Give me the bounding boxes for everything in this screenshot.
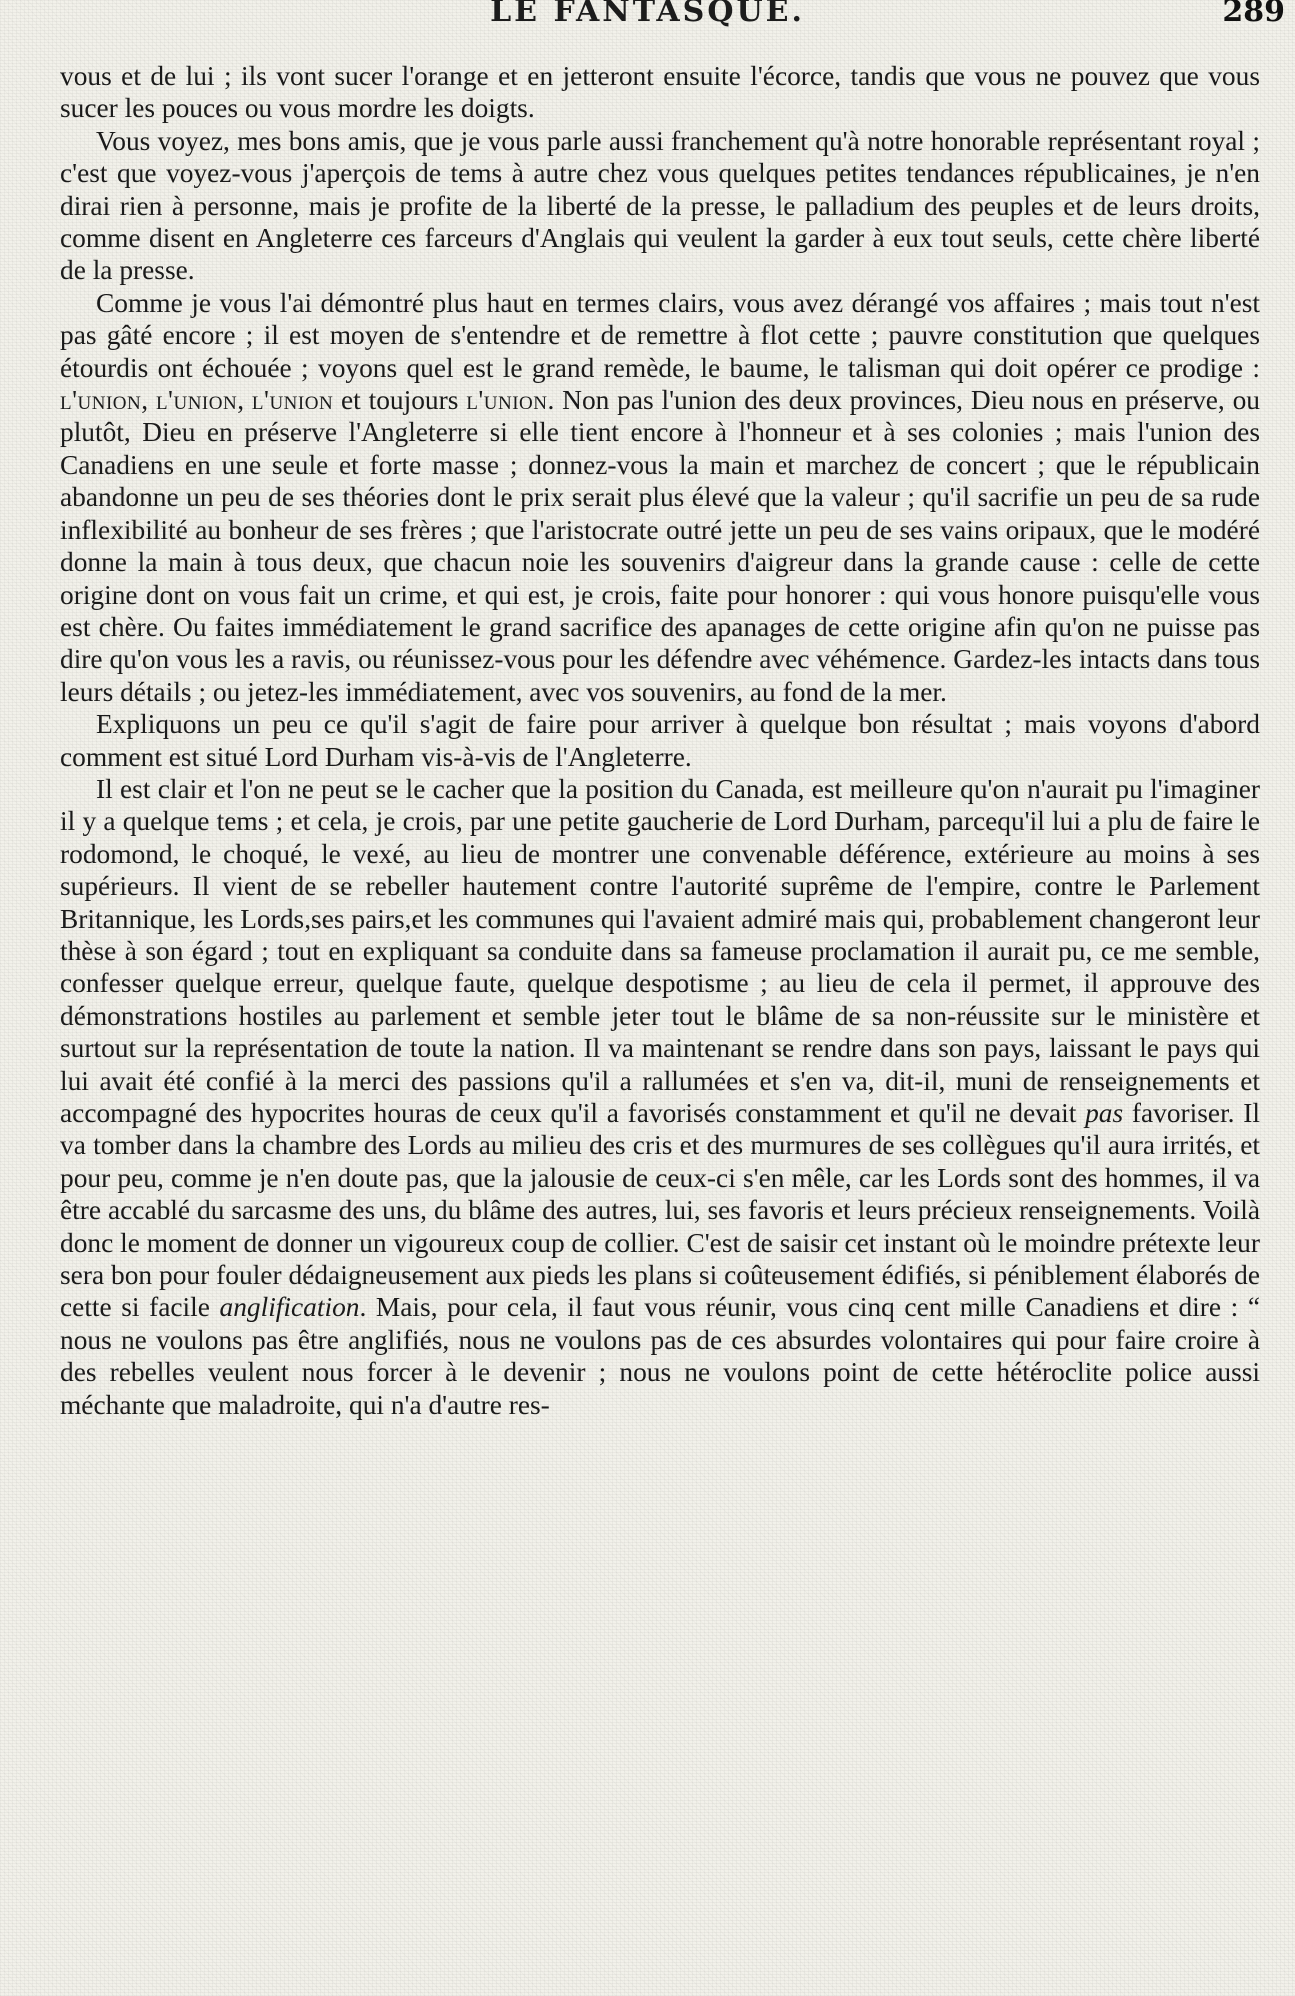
paragraph bbox=[60, 287, 1260, 708]
text-run: . Mais, pour cela, il faut vous réunir, vous cinq cent mille Canadiens et dire : “ nous ne voulons pas être anglifiés, nous ne voulons pas de ces absurdes volontaires qui pour faire croire à des rebelles veulent nous forcer à le devenir ; nous ne voulons point de cette hétéroclite police aussi méchante que maladroite, qui n'a d'autre res- bbox=[60, 1292, 1260, 1420]
body-text bbox=[60, 60, 1260, 1421]
smallcaps-text: l'union bbox=[251, 385, 334, 416]
paragraph bbox=[60, 60, 1260, 125]
italic-text: pas bbox=[1085, 1098, 1124, 1128]
text-run: Expliquons un peu ce qu'il s'agit de faire pour arriver à quelque bon résultat ; mais voyons d'abord comment est situé Lord Durham vis-à-vis de l'Angleterre. bbox=[60, 709, 1260, 772]
text-run: Vous voyez, mes bons amis, que je vous parle aussi franchement qu'à notre honorable représentant royal ; c'est que voyez-vous j'aperçois de tems à autre chez vous quelques petites tendances républicaines, je n'en dirai rien à personne, mais je profite de la liberté de la presse, le palladium des peuples et de leurs droits, comme disent en Angleterre ces farceurs d'Anglais qui veulent la garder à eux tout seuls, cette chère liberté de la presse. bbox=[60, 125, 1260, 286]
paragraph bbox=[60, 708, 1260, 773]
paragraph bbox=[60, 125, 1260, 287]
smallcaps-text: l'union bbox=[466, 385, 548, 416]
smallcaps-text: l'union bbox=[60, 385, 142, 416]
page-number: 289 bbox=[1222, 0, 1285, 29]
text-run: Il est clair et l'on ne peut se le cacher que la position du Canada, est meilleure qu'on n'aurait pu l'imaginer il y a quelque tems ; et cela, je crois, par une petite gaucherie de Lord Durham, parcequ'il lui a plu de faire le rodomond, le choqué, le vexé, au lieu de montrer une convenable déférence, extérieure au moins à ses supérieurs. Il vient de se rebeller hautement contre l'autorité suprême de l'empire, contre le Parlement Britannique, les Lords,ses pairs,et les communes qui l'avaient admiré mais qui, probablement changeront leur thèse à son égard ; tout en expliquant sa conduite dans sa fameuse proclamation il aurait pu, ce me semble, confesser quelque erreur, quelque faute, quelque despotisme ; au lieu de cela il permet, il approuve des démonstrations hostiles au parlement et semble jeter tout le blâme de sa non-réussite sur le ministère et surtout sur la représentation de toute la nation. Il va maintenant se rendre dans son pays, laissant le pays qui lui avait été confié à la merci des passions qu'il a rallumées et s'en va, dit-il, muni de renseignements et accompagné des hypocrites houras de ceux qu'il a favorisés constamment et qu'il ne devait bbox=[60, 773, 1260, 1128]
text-run: et toujours bbox=[333, 385, 467, 416]
paragraph bbox=[60, 773, 1260, 1421]
italic-text: anglification bbox=[219, 1292, 360, 1323]
text-run: Comme je vous l'ai démontré plus haut en termes clairs, vous avez dérangé vos affaires ; mais tout n'est pas gâté encore ; il est moyen de s'entendre et de remettre à flot cette ; pauvre constitution que quelques étourdis ont échouée ; voyons quel est le grand remède, le baume, le talisman qui doit opérer ce prodige : bbox=[60, 287, 1260, 383]
page-header bbox=[0, 0, 1295, 34]
running-title: LE FANTASQUE. bbox=[490, 0, 805, 29]
smallcaps-text: l'union bbox=[155, 385, 238, 416]
text-run: favoriser. Il va tomber dans la chambre des Lords au milieu des cris et des murmures de ses collègues qu'il aura irrités, et pour peu, comme je n'en doute pas, que la jalousie de ceux-ci s'en mêle, car les Lords sont des hommes, il va être accablé du sarcasme des uns, du blâme des autres, lui, ses favoris et leurs précieux renseignements. Voilà donc le moment de donner un vigoureux coup de collier. C'est de saisir cet instant où le moindre prétexte leur sera bon pour fouler dédaigneusement aux pieds les plans si coûteusement édifiés, si péniblement élaborés de cette si facile bbox=[60, 1098, 1260, 1323]
text-run: . Non pas l'union des deux provinces, Dieu nous en préserve, ou plutôt, Dieu en préserve l'Angleterre si elle tient encore à l'honneur et à ses colonies ; mais l'union des Canadiens en une seule et forte masse ; donnez-vous la main et marchez de concert ; que le républicain abandonne un peu de ses théories dont le prix serait plus élevé que la valeur ; qu'il sacrifie un peu de sa rude inflexibilité au bonheur de ses frères ; que l'aristocrate outré jette un peu de ses vains oripaux, que le modéré donne la main à tous deux, que chacun noie les souvenirs d'aigreur dans la grande cause : celle de cette origine dont on vous fait un crime, et qui est, je crois, faite pour honorer : qui vous honore puisqu'elle vous est chère. Ou faites immédiatement le grand sacrifice des apanages de cette origine afin qu'on ne puisse pas dire qu'on vous les a ravis, ou réunissez-vous pour les défendre avec véhémence. Gardez-les intacts dans tous leurs détails ; ou jetez-les immédiatement, avec vos souvenirs, au fond de la mer. bbox=[60, 385, 1261, 707]
text-run: , bbox=[237, 385, 252, 416]
text-run: , bbox=[141, 385, 156, 416]
text-run: vous et de lui ; ils vont sucer l'orange et en jetteront ensuite l'écorce, tandis que vous ne pouvez que vous sucer les pouces ou vous mordre les doigts. bbox=[60, 61, 1260, 124]
